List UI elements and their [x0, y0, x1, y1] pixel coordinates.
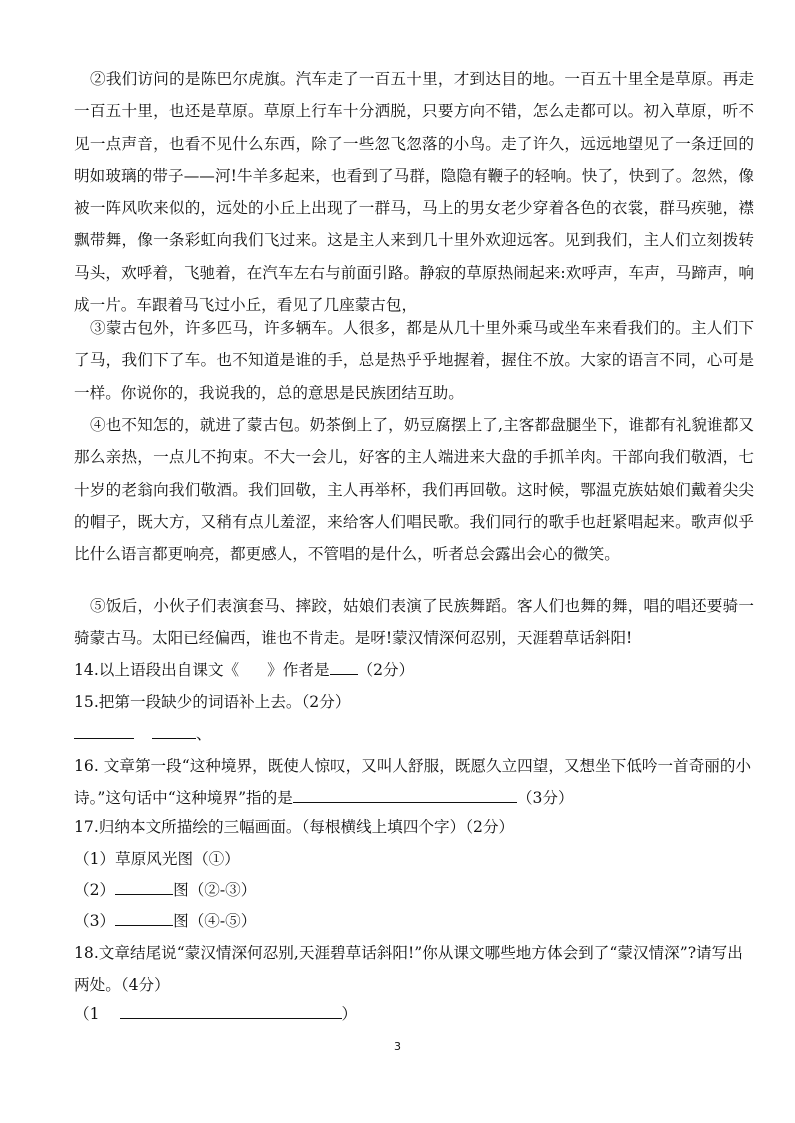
- answer-blank-evidence-1[interactable]: [120, 1002, 342, 1019]
- paragraph-2: ②我们访问的是陈巴尔虎旗。汽车走了一百五十里，才到达目的地。一百五十里全是草原。再走一百五十里，也还是草原。草原上行车十分洒脱，只要方向不错，怎么走都可以。初入草原，听不见一点声音，也看不见什么东西，除了一些忽飞忽落的小鸟。走了许久，远远地望见了一条迂回的明如玻璃的带子——河!牛羊多起来，也看到了马群，隐隐有鞭子的轻响。快了，快到了。忽然，像被一阵风吹来似的，远处的小丘上出现了一群马，马上的男女老少穿着各色的衣裳，群马疾驰，襟飘带舞，像一条彩虹向我们飞过来。这是主人来到几十里外欢迎远客。见到我们，主人们立刻拨转马头，欢呼着，飞驰着，在汽车左右与前面引路。静寂的草原热闹起来:欢呼声，车声，马蹄声，响成一片。车跟着马飞过小丘，看见了几座蒙古包，: [74, 70, 754, 315]
- paragraph-5: ⑤饭后，小伙子们表演套马、摔跤，姑娘们表演了民族舞蹈。客人们也舞的舞，唱的唱还要骑一骑蒙古马。太阳已经偏西，谁也不肯走。是呀!蒙汉情深何忍别，天涯碧草话斜阳!: [74, 597, 754, 648]
- paragraph-4: ④也不知怎的，就进了蒙古包。奶茶倒上了，奶豆腐摆上了,主客都盘腿坐下，谁都有礼貌谁都又那么亲热，一点儿不拘束。不大一会儿，好客的主人端进来大盘的手抓羊肉。干部向我们敬酒，七十岁的老翁向我们敬酒。我们回敬，主人再举杯，我们再回敬。这时候，鄂温克族姑娘们戴着尖尖的帽子，既大方，又稍有点儿羞涩，来给客人们唱民歌。我们同行的歌手也赶紧唱起来。歌声似乎比什么语言都更响亮，都更感人，不管唱的是什么，听者总会露出会心的微笑。: [74, 416, 754, 564]
- answer-blank-word-2[interactable]: [152, 722, 196, 739]
- question-16: [74, 750, 754, 814]
- answer-blank-picture-2[interactable]: [115, 878, 173, 895]
- question-14: [74, 654, 754, 686]
- question-15: 15.把第一段缺少的词语补上去。（2分）: [74, 693, 351, 711]
- question-17: 17.归纳本文所描绘的三幅画面。（每根横线上填四个字）（2分）: [74, 818, 515, 836]
- question-18: 18.文章结尾说“蒙汉情深何忍别,天涯碧草话斜阳!”你从课文哪些地方体会到了“蒙汉情深”?请写出两处。（4分）: [74, 944, 743, 994]
- question-16-score: （3分）: [516, 789, 574, 807]
- question-17-item-2: （2） 图（②-③）: [74, 874, 754, 906]
- question-17-item-1: （1）草原风光图（①）: [74, 850, 240, 868]
- page-number: 3: [394, 1040, 401, 1053]
- answer-blank-author[interactable]: [330, 658, 358, 675]
- paragraph-3: ③蒙古包外，许多匹马，许多辆车。人很多，都是从几十里外乘马或坐车来看我们的。主人们下了马，我们下了车。也不知道是谁的手，总是热乎乎地握着，握住不放。大家的语言不同，心可是一样。你说你的，我说我的，总的意思是民族团结互助。: [74, 319, 754, 402]
- question-17-item-3: （3） 图（④-⑤）: [74, 905, 754, 937]
- question-16-text: 16. 文章第一段“这种境界，既使人惊叹，又叫人舒服，既愿久立四望，又想坐下低吟一首奇丽的小诗。”这句话中“这种境界”指的是: [74, 757, 752, 807]
- question-14-text-b: 》作者是: [267, 661, 330, 679]
- question-14-score: （2分）: [357, 661, 415, 679]
- answer-blank-word-1[interactable]: [74, 722, 134, 739]
- question-14-text-a: 14.以上语段出自课文《: [74, 661, 240, 679]
- question-18-item-1: （1 ）: [74, 998, 754, 1030]
- question-15-answers: [74, 718, 754, 750]
- separator-comma: 、: [196, 725, 212, 743]
- answer-blank-picture-3[interactable]: [115, 909, 173, 926]
- answer-blank-realm[interactable]: [293, 786, 517, 803]
